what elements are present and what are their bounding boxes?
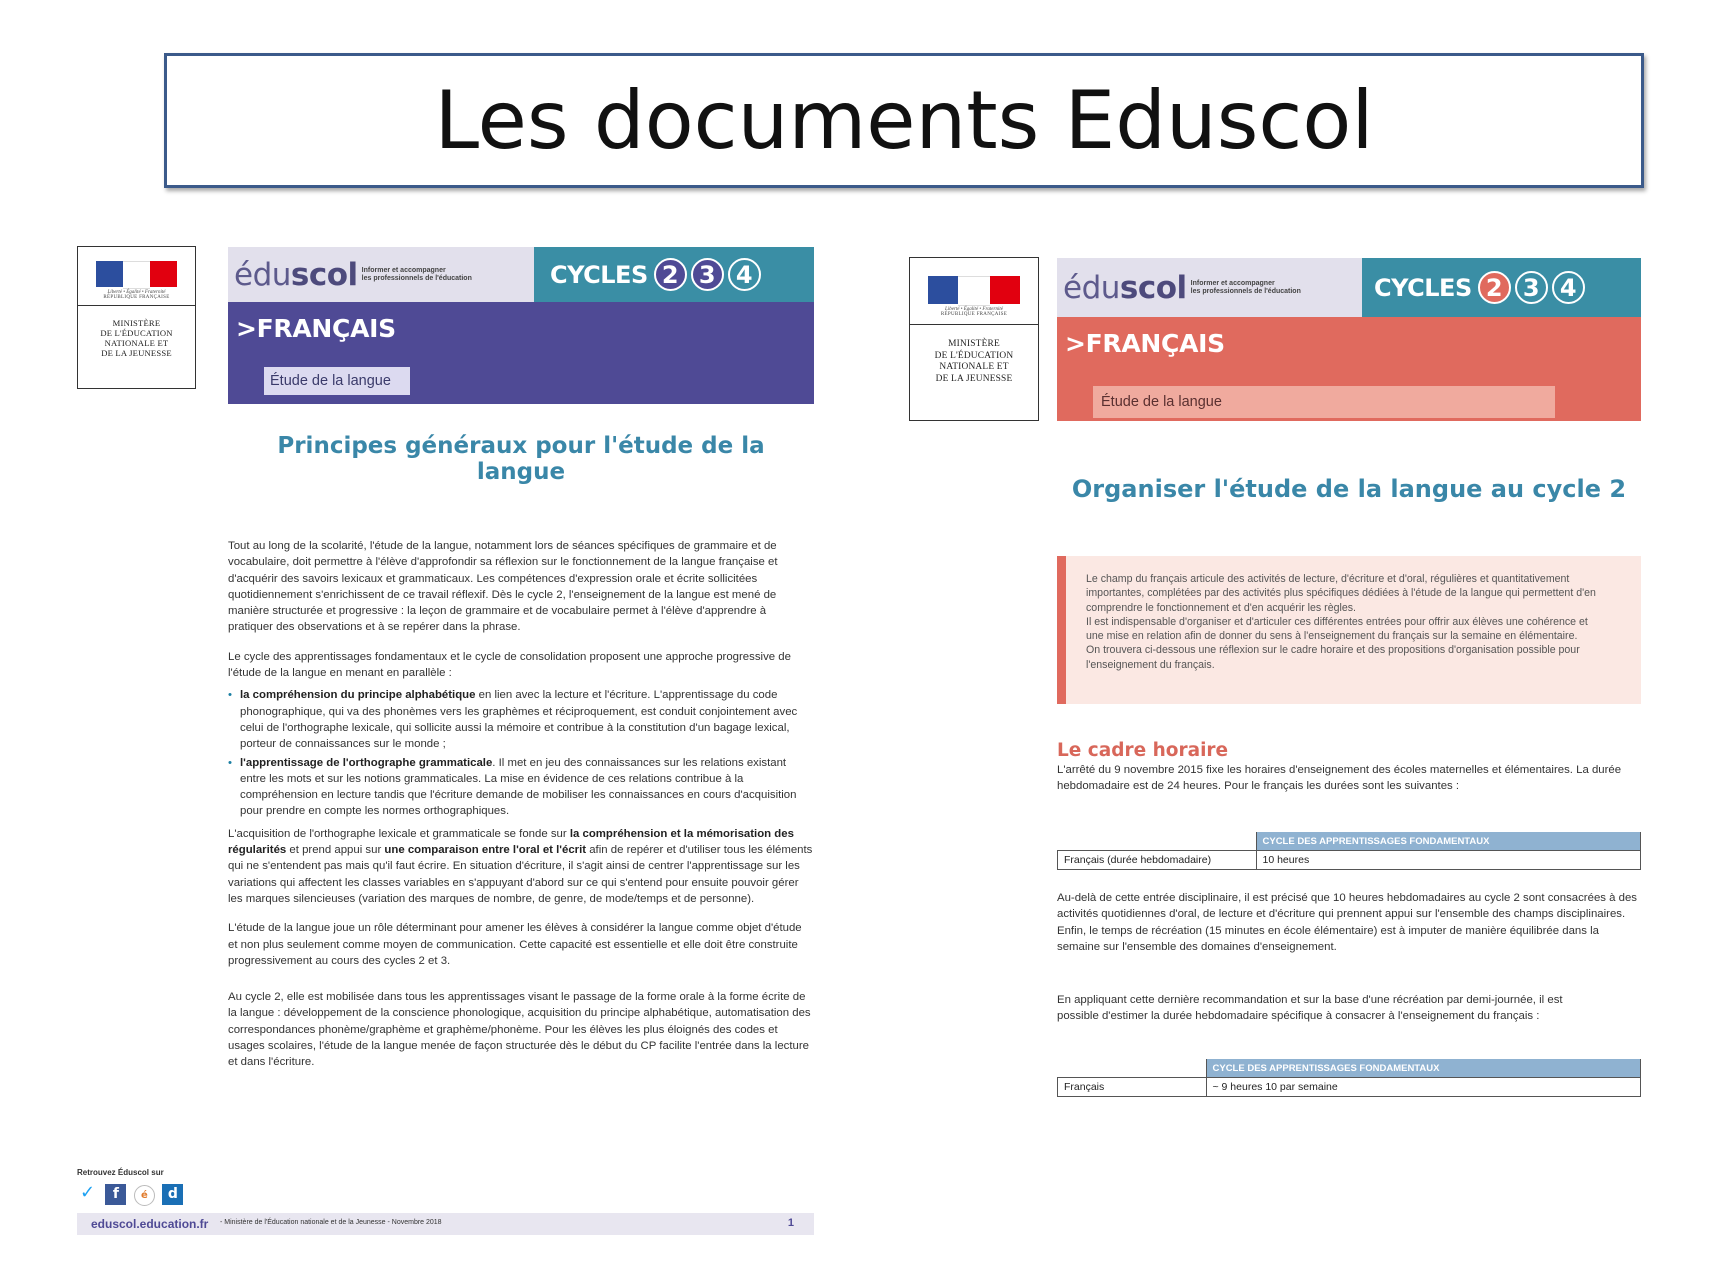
- section-paragraph: L'arrêté du 9 novembre 2015 fixe les horaires d'enseignement des écoles maternelles et élémentaires. La durée hebdomadaire est de 24 heures. Pour le français les durées sont les suivantes :: [1057, 764, 1622, 793]
- ministry-name: MINISTÈRE DE L'ÉDUCATION NATIONALE ET DE LA JEUNESSE: [934, 339, 1014, 384]
- table-header: CYCLE DES APPRENTISSAGES FONDAMENTAUX: [1256, 832, 1641, 851]
- social-label: Retrouvez Éduscol sur: [77, 1168, 164, 1177]
- list-item: • la compréhension du principe alphabétique en lien avec la lecture et l'écriture. L'apprentissage du code phonographique, qui va des phonèmes vers les graphèmes et réciproquement, est conduit conjointement avec celui de l'orthographe lexicale, qui sollicite aussi la mémoire et contribue à la constitution d'un bagage lexical, porteur de connaissances sur le monde ;: [240, 687, 814, 752]
- page-number: 1: [787, 1217, 794, 1229]
- table-header: CYCLE DES APPRENTISSAGES FONDAMENTAUX: [1206, 1059, 1641, 1078]
- ministry-name: MINISTÈRE DE L'ÉDUCATION NATIONALE ET DE LA JEUNESSE: [100, 318, 173, 358]
- intro-text: Il est indispensable d'organiser et d'articuler ces différentes entrées pour offrir aux élèves une cohérence et une mise en relation afin de donner du sens à l'enseignement du français sur la semaine en élémentaire.: [1086, 615, 1588, 643]
- doc1-footer: [77, 1213, 814, 1235]
- doc1-body: [228, 538, 814, 1084]
- subject-title: >FRANÇAIS: [1065, 329, 1225, 358]
- hours-table-1: [1057, 832, 1641, 870]
- doc1-paragraph: Au cycle 2, elle est mobilisée dans tous les apprentissages visant le passage de la forme orale à la forme écrite de la langue : développement de la conscience phonologique, acquisition du principe alphabétique, automatisation des correspondances phonème/graphème et graphème/phonème. Pour les élèves les plus éloignés des codes et usages scolaires, l'étude de la langue menée de façon structurée dès le début du CP facilite l'entrée dans la lecture et dans l'écriture.: [228, 991, 811, 1069]
- social-links: [77, 1168, 186, 1206]
- hours-table-2: [1057, 1059, 1641, 1097]
- list-item: • l'apprentissage de l'orthographe grammaticale. Il met en jeu des connaissances sur les relations existant entre les mots et sur les notions grammaticales. La mise en évidence de ces relations contribue à la compréhension en lecture tandis que l'écriture demande de mobiliser les connaissances en cours d'acquisition pour prendre en compte les normes orthographiques.: [240, 755, 814, 820]
- chevron-right-icon: >: [1065, 329, 1086, 358]
- table-cell: ~ 9 heures 10 par semaine: [1206, 1078, 1641, 1097]
- subsection-label: Étude de la langue: [1093, 386, 1555, 418]
- cycle-4-badge: 4: [728, 258, 761, 291]
- doc1-heading: Principes généraux pour l'étude de la langue: [277, 433, 765, 485]
- motto: Liberté • Égalité • Fraternité: [945, 307, 1003, 312]
- doc1-paragraph: L'acquisition de l'orthographe lexicale et grammaticale se fonde sur la compréhension et la mémorisation des régularités et prend appui sur une comparaison entre l'oral et l'écrit afin de repérer et d'utiliser tous les éléments qui ne s'entendent pas mais qu'il faut écrire. En situation d'écriture, il s'agit ainsi de centrer l'apprentissage sur les variations qui affectent les classes variables en s'appuyant d'abord sur ce qui s'entend pour ensuite pouvoir gérer les marques silencieuses (variation des marques de nombre, de genre, de mode/temps et de personne).: [228, 827, 813, 905]
- doc1-paragraph: L'étude de la langue joue un rôle déterminant pour amener les élèves à considérer la langue comme objet d'étude et non plus seulement comme moyen de communication. Cette capacité est essentielle et elle doit être construite progressivement au cours des cycles 2 et 3.: [228, 922, 802, 967]
- doc1-paragraph: Tout au long de la scolarité, l'étude de la langue, notamment lors de séances spécifiques de grammaire et de vocabulaire, doit permettre à l'élève d'approfondir sa réflexion sur le fonctionnement de la langue française et d'acquérir des savoirs lexicaux et grammaticaux. Les compétences d'expression orale et écrite sollicitées quotidiennement s'enrichissent de ce travail réflexif. Dès le cycle 2, l'enseignement de la langue est mené de manière structurée et progressive : la leçon de grammaire et de vocabulaire permet à l'élève d'apprendre à pratiquer des observations et à se repérer dans la phrase.: [228, 540, 778, 634]
- doc2-paragraph: En appliquant cette dernière recommandation et sur la base d'une récréation par demi-journée, il est possible d'estimer la durée hebdomadaire spécifique à consacrer à l'enseignement du français :: [1057, 994, 1563, 1023]
- motto: Liberté • Égalité • Fraternité: [107, 290, 166, 295]
- chevron-right-icon: >: [236, 314, 257, 343]
- intro-text: On trouvera ci-dessous une réflexion sur le cadre horaire et des propositions d'organisation possible pour l'enseignement du français.: [1086, 644, 1580, 671]
- doc2-paragraph: Au-delà de cette entrée disciplinaire, il est précisé que 10 heures hebdomadaires au cycle 2 sont consacrées à des activités quotidiennes d'oral, de lecture et d'écriture qui prennent appui sur l'ensemble des champs disciplinaires. Enfin, le temps de récréation (15 minutes en école élémentaire) est à imputer de manière équilibrée dans la semaine sur l'ensemble des domaines d'enseignement.: [1057, 892, 1637, 953]
- cycle-2-badge: 2: [654, 258, 687, 291]
- table-row: [1058, 851, 1641, 870]
- cycle-3-badge: 3: [691, 258, 724, 291]
- table-cell: 10 heures: [1256, 851, 1641, 870]
- table-cell: Français: [1058, 1078, 1207, 1097]
- slide-title-box: [164, 53, 1644, 188]
- doc1-paragraph: Le cycle des apprentissages fondamentaux et le cycle de consolidation proposent une approche progressive de l'étude de la langue en menant en parallèle :: [228, 650, 791, 680]
- cycle-3-badge: 3: [1515, 271, 1548, 304]
- ministry-logo-2: [909, 257, 1039, 421]
- cycle-2-badge: 2: [1478, 271, 1511, 304]
- republic-label: RÉPUBLIQUE FRANÇAISE: [103, 295, 170, 300]
- slide-title: Les documents Eduscol: [434, 74, 1374, 167]
- table-row: [1058, 1078, 1641, 1097]
- twitter-icon[interactable]: ✓: [77, 1182, 98, 1203]
- cycle-4-badge: 4: [1552, 271, 1585, 304]
- eduscol-banner-1: [228, 247, 814, 404]
- intro-text: Le champ du français articule des activités de lecture, d'écriture et d'oral, régulières et quantitativement importantes, complétées par des activités plus spécifiques dédiées à l'étude de la langue qui permettent d'en comprendre le fonctionnement et d'en acquérir les règles.: [1086, 573, 1596, 614]
- republic-label: RÉPUBLIQUE FRANÇAISE: [940, 312, 1008, 317]
- eduscol-logo: éduscol Informer et accompagner les professionnels de l'éducation: [1057, 258, 1362, 317]
- eduscol-banner-2: [1057, 258, 1641, 421]
- doc2-intro-box: [1057, 556, 1641, 704]
- dailymotion-icon[interactable]: d: [162, 1184, 183, 1205]
- footer-site-link[interactable]: eduscol.education.fr: [91, 1217, 209, 1231]
- cycles-badge: CYCLES 2 3 4: [1362, 258, 1641, 317]
- eduscol-app-icon[interactable]: é: [134, 1185, 155, 1206]
- french-flag-icon: [96, 261, 178, 287]
- ministry-logo-1: [77, 246, 196, 389]
- french-flag-icon: [928, 276, 1020, 304]
- eduscol-logo: éduscol Informer et accompagner les professionnels de l'éducation: [228, 247, 534, 302]
- cycles-badge: CYCLES 2 3 4: [534, 247, 814, 302]
- table-cell: Français (durée hebdomadaire): [1058, 851, 1257, 870]
- facebook-icon[interactable]: f: [105, 1184, 126, 1205]
- subsection-label: Étude de la langue: [264, 367, 410, 395]
- subject-title: >FRANÇAIS: [236, 314, 396, 343]
- doc1-bullet-list: [228, 687, 814, 819]
- section-title: Le cadre horaire: [1057, 740, 1229, 761]
- doc2-heading: Organiser l'étude de la langue au cycle 2: [1071, 475, 1627, 503]
- footer-text: - Ministère de l'Éducation nationale et de la Jeunesse - Novembre 2018: [220, 1219, 442, 1226]
